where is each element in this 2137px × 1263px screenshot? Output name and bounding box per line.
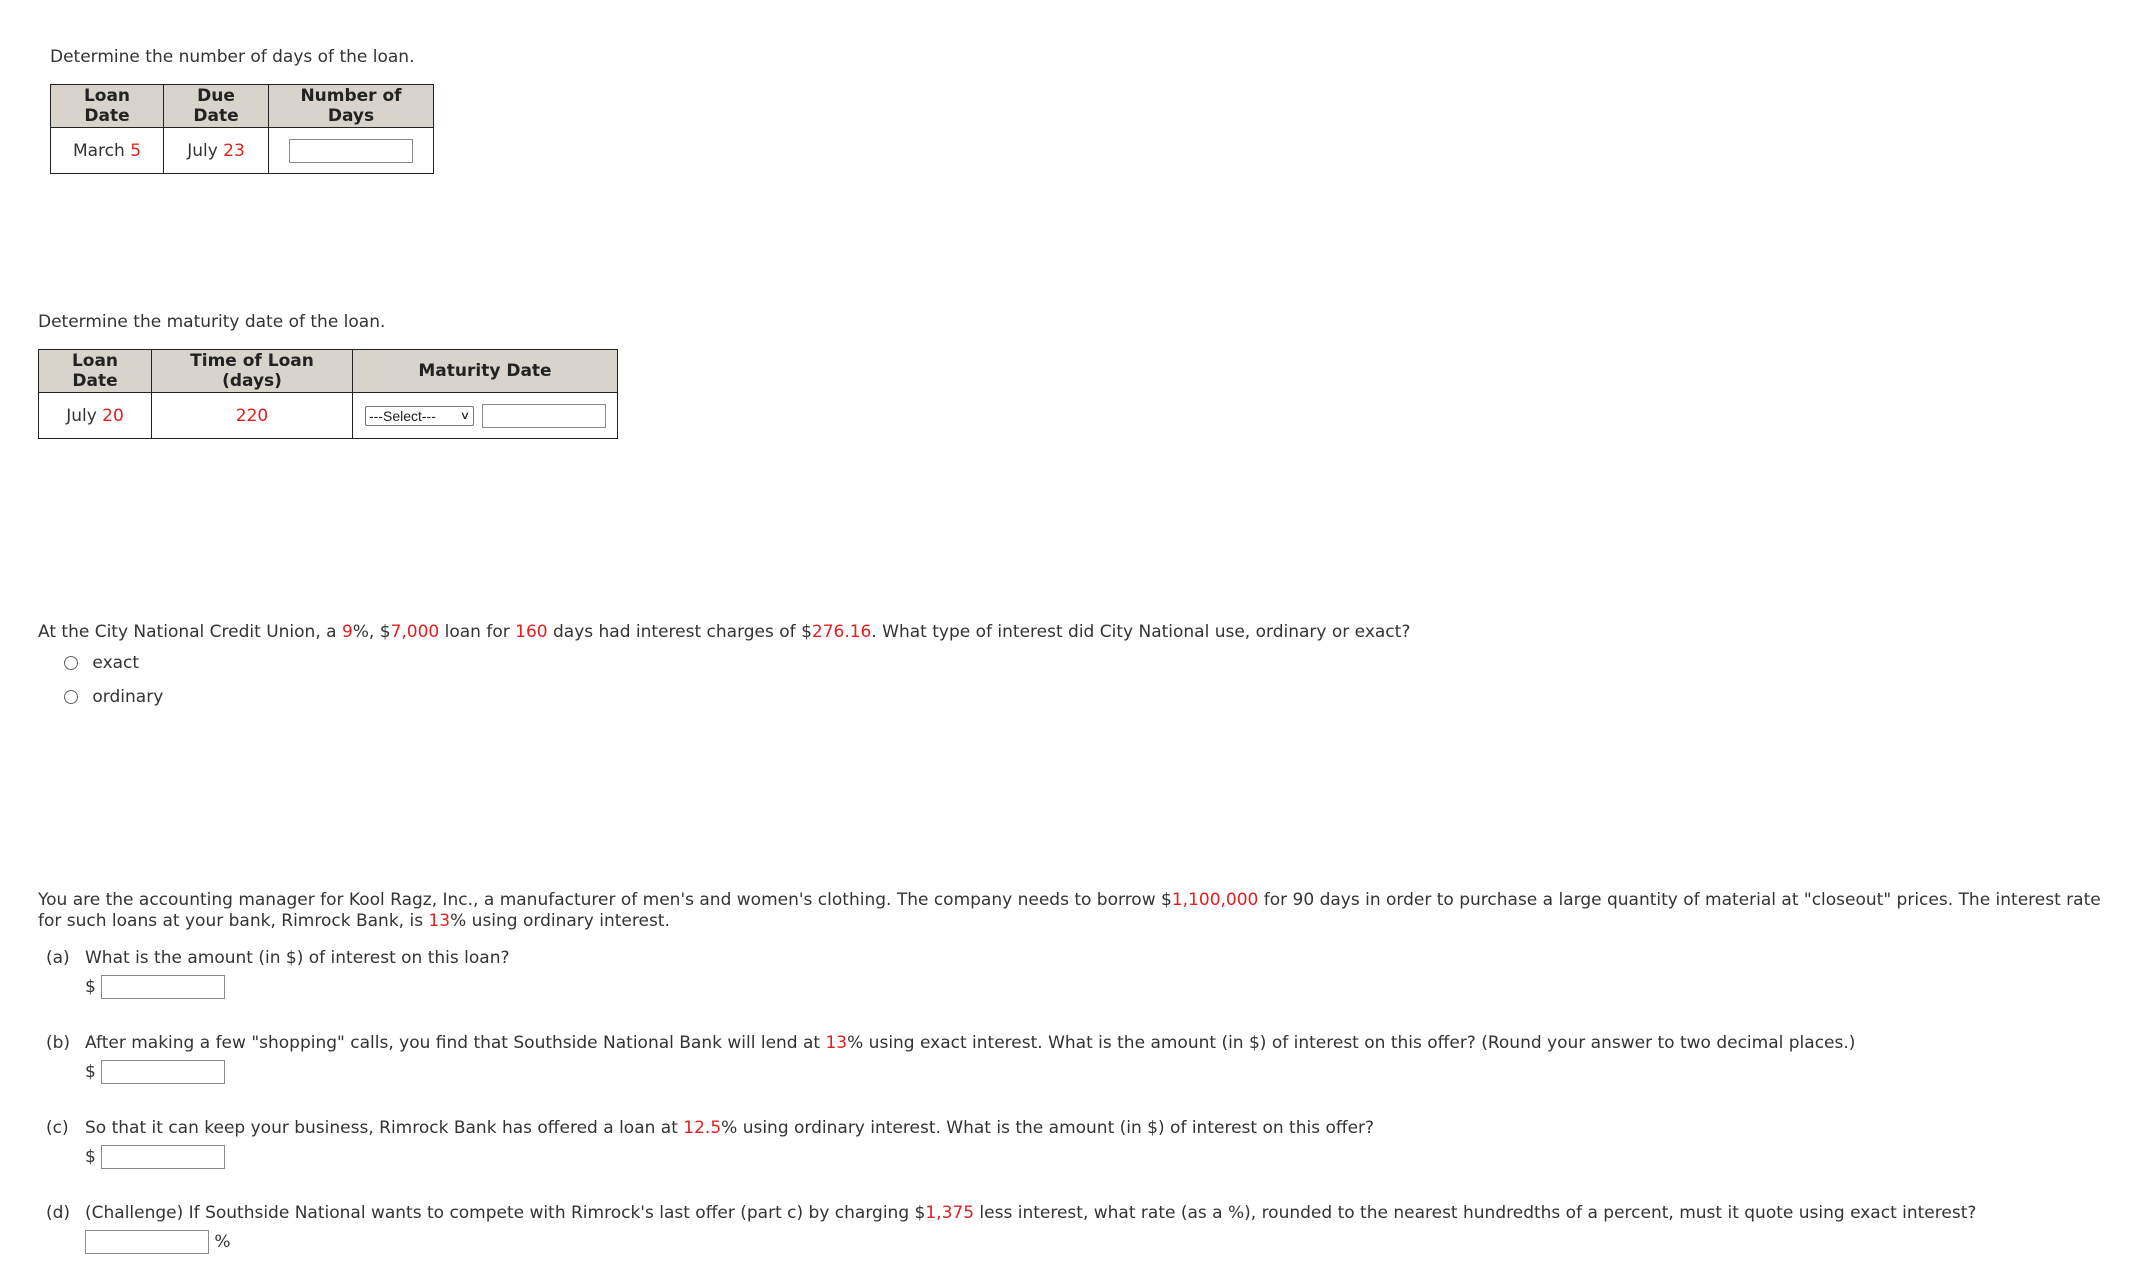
part-c-input[interactable]: [101, 1145, 225, 1169]
part-a-question: What is the amount (in $) of interest on this loan?: [85, 948, 510, 968]
part-b-input[interactable]: [101, 1060, 225, 1084]
radio-button[interactable]: [64, 690, 78, 704]
q4-intro: You are the accounting manager for Kool Ragz, Inc., a manufacturer of men's and women's clothing. The company needs to borrow $1,100,000 for 90 days in order to purchase a large quantity of material at "closeout" prices. The interest rate for such loans at your bank, Rimrock Bank, is 13% using ordinary interest.: [38, 890, 2101, 931]
part-a-input[interactable]: [101, 975, 225, 999]
number-of-days-cell: [269, 128, 434, 174]
radio-option-ordinary[interactable]: ordinary: [64, 687, 163, 707]
month-select[interactable]: ---Select--- ∨: [365, 406, 474, 426]
header-loan-date: Loan Date: [51, 85, 164, 128]
header-time-of-loan: Time of Loan (days): [152, 350, 353, 393]
part-a-label: (a): [46, 948, 70, 968]
header-number-of-days: Number of Days: [269, 85, 434, 128]
part-c-label: (c): [46, 1118, 69, 1138]
loan-date-cell: July 20: [39, 393, 152, 439]
radio-option-exact[interactable]: exact: [64, 653, 139, 673]
time-of-loan-cell: 220: [152, 393, 353, 439]
part-d-question: (Challenge) If Southside National wants to compete with Rimrock's last offer (part c) by charging $1,375 less interest, what rate (as a %), rounded to the nearest hundredths of a percent, must it quote using exact interest?: [85, 1203, 1977, 1223]
part-b-answer: $: [85, 1060, 225, 1084]
header-due-date: Due Date: [164, 85, 269, 128]
part-b-question: After making a few "shopping" calls, you find that Southside National Bank will lend at 13% using exact interest. What is the amount (in $) of interest on this offer? (Round your answer to two decimal places.): [85, 1033, 1856, 1053]
part-c-question: So that it can keep your business, Rimrock Bank has offered a loan at 12.5% using ordinary interest. What is the amount (in $) of interest on this offer?: [85, 1118, 1375, 1138]
due-date-cell: July 23: [164, 128, 269, 174]
days-table: [50, 84, 434, 174]
number-of-days-input[interactable]: [289, 139, 413, 163]
part-d-input[interactable]: [85, 1230, 209, 1254]
part-b-label: (b): [46, 1033, 71, 1053]
part-a-answer: $: [85, 975, 225, 999]
q1-prompt: Determine the number of days of the loan.: [50, 47, 415, 67]
part-d-answer: %: [85, 1230, 231, 1254]
maturity-date-cell: [353, 393, 618, 439]
chevron-down-icon: ∨: [459, 410, 471, 422]
maturity-day-input[interactable]: [482, 404, 606, 428]
loan-date-cell: March 5: [51, 128, 164, 174]
radio-button[interactable]: [64, 656, 78, 670]
maturity-table: [38, 349, 618, 439]
header-maturity-date: Maturity Date: [353, 350, 618, 393]
part-d-label: (d): [46, 1203, 71, 1223]
q3-question: At the City National Credit Union, a 9%, $7,000 loan for 160 days had interest charges of $276.16. What type of interest did City National use, ordinary or exact?: [38, 622, 1411, 642]
q2-prompt: Determine the maturity date of the loan.: [38, 312, 386, 332]
header-loan-date: Loan Date: [39, 350, 152, 393]
part-c-answer: $: [85, 1145, 225, 1169]
